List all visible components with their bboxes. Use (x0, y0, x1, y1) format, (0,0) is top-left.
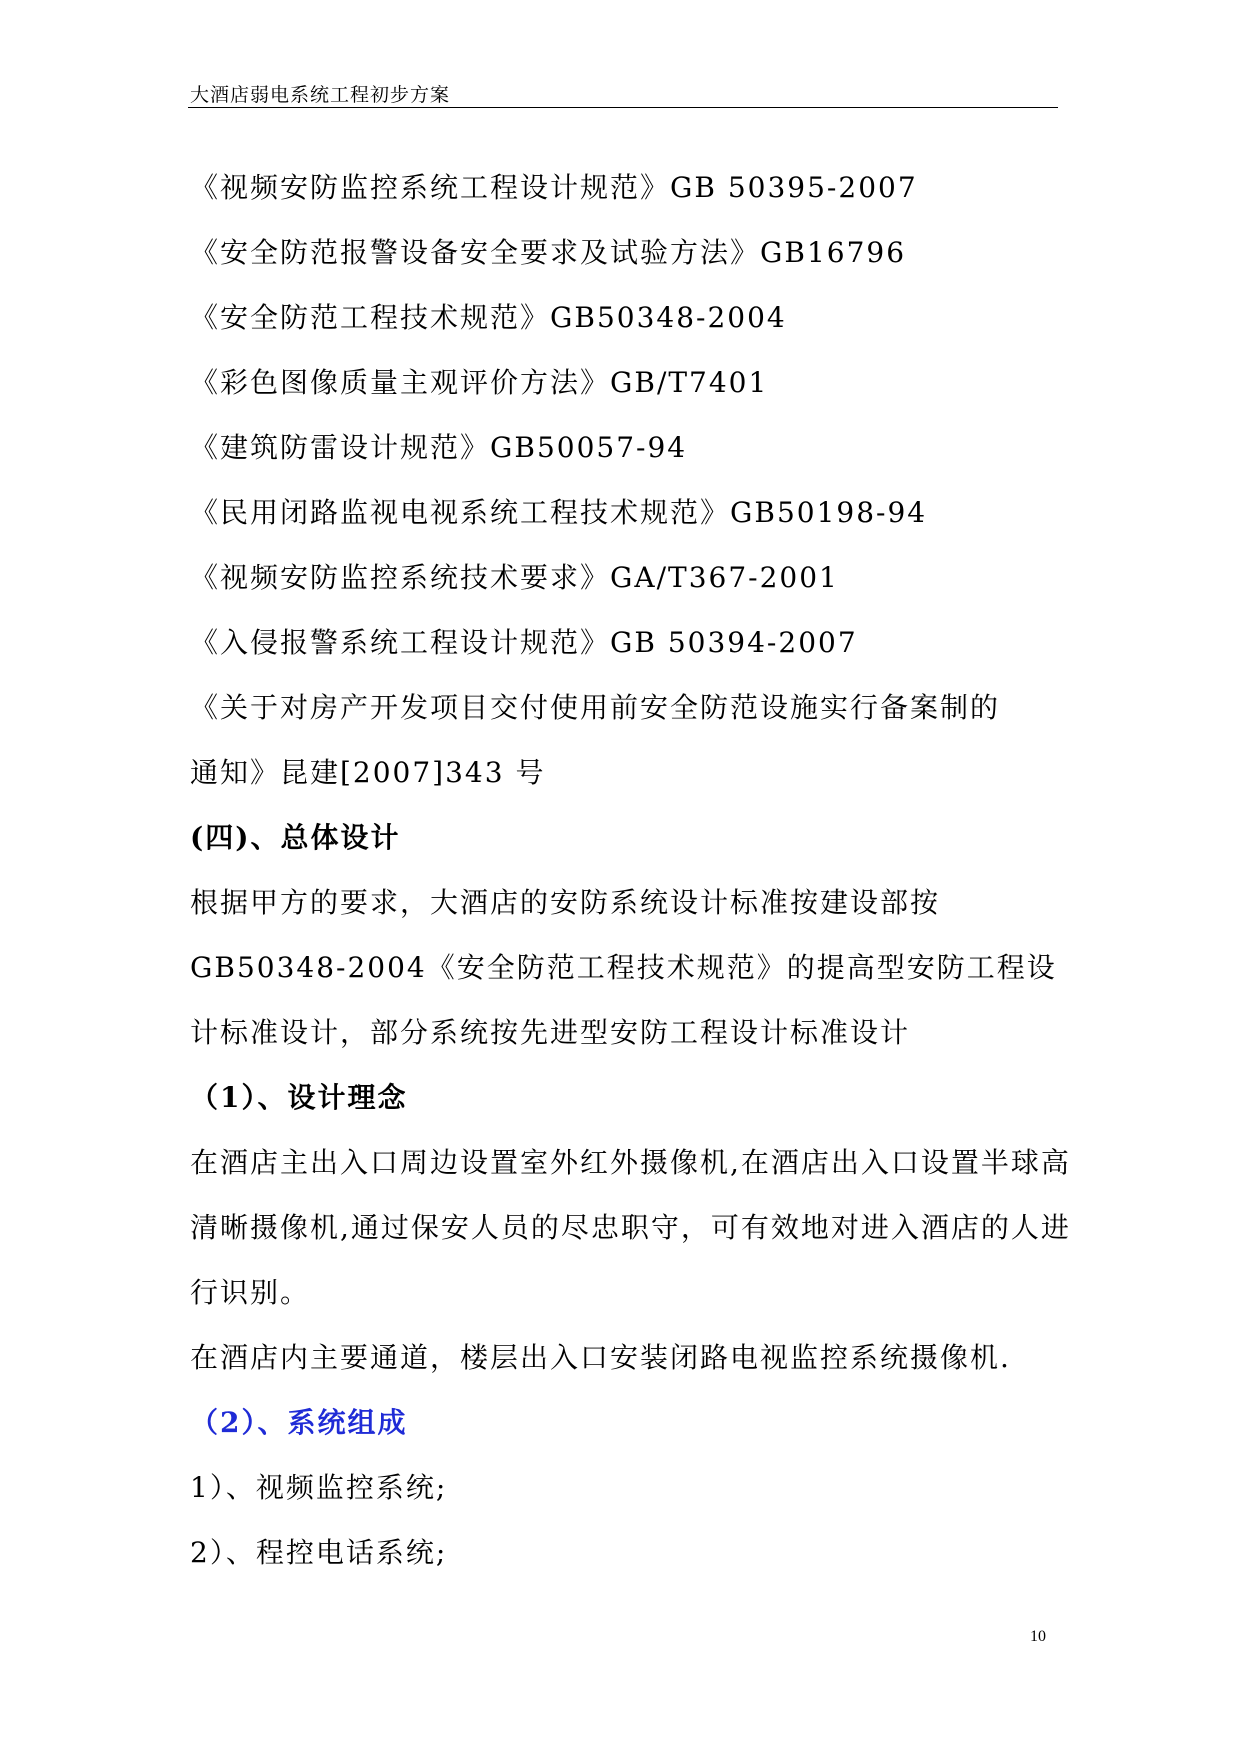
composition-item: 1）、视频监控系统; (190, 1471, 448, 1504)
standard-item: 《安全防范报警设备安全要求及试验方法》GB16796 (190, 236, 907, 269)
standard-item: 《视频安防监控系统工程设计规范》GB 50395-2007 (190, 171, 918, 204)
document-body (190, 155, 1071, 1585)
standard-item: 《安全防范工程技术规范》GB50348-2004 (190, 301, 787, 334)
running-header: 大酒店弱电系统工程初步方案 (190, 84, 451, 106)
design-concept-line: 行识别。 (190, 1276, 311, 1309)
design-concept-line: 清晰摄像机,通过保安人员的尽忠职守，可有效地对进入酒店的人进 (190, 1211, 1071, 1244)
notice-line: 通知》昆建[2007]343 号 (190, 756, 546, 789)
overall-design-line: GB50348-2004《安全防范工程技术规范》的提高型安防工程设 (190, 951, 1057, 984)
overall-design-line: 计标准设计，部分系统按先进型安防工程设计标准设计 (190, 1016, 911, 1049)
page-number: 10 (1030, 1628, 1046, 1645)
section-heading-overall-design: (四)、总体设计 (190, 821, 401, 854)
standard-item: 《彩色图像质量主观评价方法》GB/T7401 (190, 366, 769, 399)
section-heading-system-composition: （2）、系统组成 (190, 1406, 408, 1439)
notice-line: 《关于对房产开发项目交付使用前安全防范设施实行备案制的 (190, 691, 1001, 724)
composition-item: 2）、程控电话系统; (190, 1536, 448, 1569)
standard-item: 《视频安防监控系统技术要求》GA/T367-2001 (190, 561, 839, 594)
standard-item: 《建筑防雷设计规范》GB50057-94 (190, 431, 688, 464)
header-rule (188, 107, 1058, 108)
design-concept-paragraph: 在酒店内主要通道，楼层出入口安装闭路电视监控系统摄像机. (190, 1341, 1011, 1374)
design-concept-line: 在酒店主出入口周边设置室外红外摄像机,在酒店出入口设置半球高 (190, 1146, 1071, 1179)
standard-item: 《入侵报警系统工程设计规范》GB 50394-2007 (190, 626, 858, 659)
section-heading-design-concept: （1）、设计理念 (190, 1081, 408, 1114)
overall-design-line: 根据甲方的要求，大酒店的安防系统设计标准按建设部按 (190, 886, 941, 919)
standard-item: 《民用闭路监视电视系统工程技术规范》GB50198-94 (190, 496, 928, 529)
